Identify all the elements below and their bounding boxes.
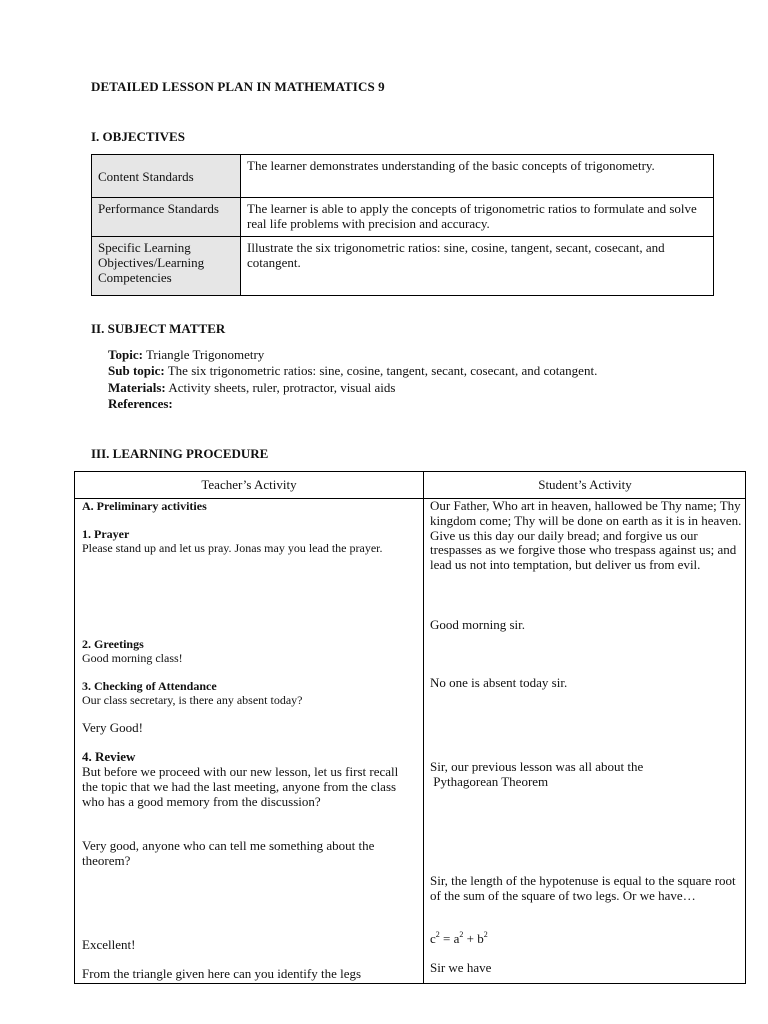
row-label: Specific Learning Objectives/Learning Competencies [92, 237, 241, 296]
student-column-header: Student’s Activity [538, 477, 632, 492]
formula-exponent: 2 [459, 929, 464, 939]
review-heading: 4. Review [82, 749, 136, 764]
triangle-text: From the triangle given here can you identify the legs [82, 966, 362, 981]
document-title: DETAILED LESSON PLAN IN MATHEMATICS 9 [91, 79, 385, 94]
teacher-column-header: Teacher’s Activity [201, 477, 297, 492]
greetings-text: Good morning class! [82, 651, 183, 665]
prayer-text: Please stand up and let us pray. Jonas may you lead the prayer. [82, 541, 383, 555]
greetings-response: Good morning sir. [430, 617, 525, 632]
preliminary-heading: A. Preliminary activities [82, 499, 207, 513]
attendance-text: Our class secretary, is there any absent today? [82, 693, 303, 707]
formula-exponent: 2 [483, 929, 488, 939]
subject-matter-heading: II. SUBJECT MATTER [91, 321, 226, 336]
references-line [108, 396, 597, 412]
formula-b: + b [463, 931, 484, 946]
attendance-response: No one is absent today sir. [430, 675, 568, 690]
review-text: But before we proceed with our new lesson, let us first recall the topic that we had the last meeting, anyone from the class who has a good memory from the discussion? [82, 764, 399, 809]
objectives-table [91, 154, 714, 296]
procedure-table [74, 471, 746, 984]
review-response-line: Sir, our previous lesson was all about the [430, 759, 644, 774]
row-text: The learner is able to apply the concepts of trigonometric ratios to formulate and solve real life problems with precision and accuracy. [241, 198, 714, 237]
topic-label: Topic: [108, 347, 143, 362]
subject-matter-list [108, 347, 597, 412]
excellent-text: Excellent! [82, 937, 136, 952]
objectives-row [92, 155, 714, 198]
review-response-line: Pythagorean Theorem [430, 773, 549, 789]
subtopic-label: Sub topic: [108, 363, 165, 379]
row-text: The learner demonstrates understanding of the basic concepts of trigonometry. [241, 155, 714, 198]
prayer-response: Our Father, Who art in heaven, hallowed be Thy name; Thy kingdom come; Thy will be done on earth as it is in heaven. Give us this day our daily bread; and forgive us our trespasses as we forgive those who trespass against us; and lead us not into temptation, but deliver us from evil. [430, 498, 742, 573]
we-have-response: Sir we have [430, 960, 492, 975]
topic-value: Triangle Trigonometry [145, 347, 265, 362]
prayer-heading: 1. Prayer [82, 527, 130, 541]
references-label: References: [108, 395, 173, 411]
hypotenuse-response: Sir, the length of the hypotenuse is equal to the square root of the sum of the square of two legs. Or we have… [430, 873, 736, 903]
objectives-row [92, 237, 714, 296]
objectives-row [92, 198, 714, 237]
very-good-text: Very Good! [82, 720, 144, 735]
pythagorean-formula [430, 929, 742, 947]
objectives-heading: I. OBJECTIVES [91, 129, 185, 144]
materials-label: Materials: [108, 379, 166, 395]
row-label: Performance Standards [92, 198, 241, 237]
greetings-heading: 2. Greetings [82, 637, 144, 651]
materials-line [108, 380, 597, 396]
subtopic-line [108, 363, 597, 379]
subtopic-value: The six trigonometric ratios: sine, cosine, tangent, secant, cosecant, and cotangent. [167, 363, 598, 379]
materials-value: Activity sheets, ruler, protractor, visual aids [168, 379, 396, 395]
very-good-question: Very good, anyone who can tell me something about the theorem? [82, 838, 375, 868]
review-response [430, 760, 742, 790]
formula-a: = a [439, 931, 460, 946]
row-text: Illustrate the six trigonometric ratios: sine, cosine, tangent, secant, cosecant, and cotangent. [241, 237, 714, 296]
topic-line [108, 347, 597, 363]
formula-c: c [430, 931, 436, 946]
formula-exponent: 2 [435, 929, 440, 939]
column-divider [423, 472, 424, 983]
attendance-heading: 3. Checking of Attendance [82, 679, 217, 693]
row-label: Content Standards [92, 155, 241, 198]
procedure-heading: III. LEARNING PROCEDURE [91, 446, 269, 461]
